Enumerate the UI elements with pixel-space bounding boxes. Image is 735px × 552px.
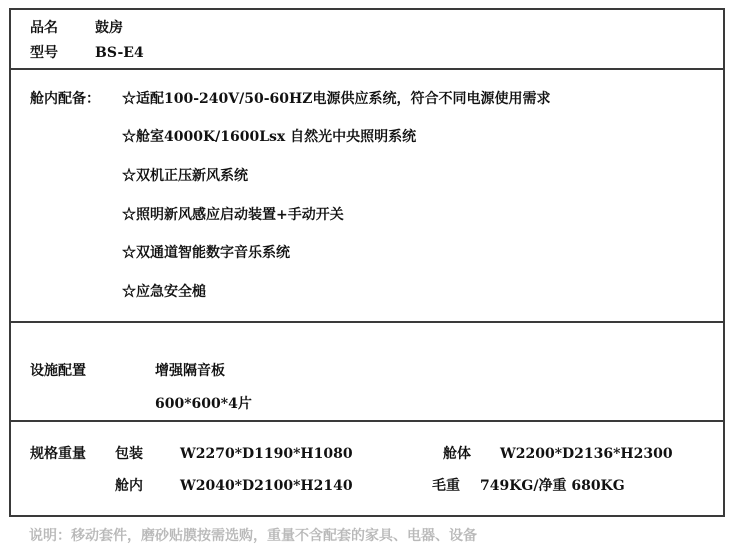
spec-sheet-frame [9,8,725,517]
body-value: W2200*D2136*H2300 [500,446,673,462]
gross-weight-label: 毛重 [432,478,460,494]
cabin-config-item: ☆适配100-240V/50-60HZ电源供应系统，符合不同电源使用需求 [122,91,551,107]
facility-item: 增强隔音板 [155,363,225,379]
body-label: 舱体 [443,446,471,462]
package-label: 包装 [115,446,143,462]
interior-value: W2040*D2100*H2140 [180,478,353,494]
model-value: BS-E4 [95,45,144,61]
gross-weight-value: 749KG/净重 680KG [480,478,625,494]
cabin-config-item: ☆舱室4000K/1600Lsx 自然光中央照明系统 [122,129,417,145]
specs-label: 规格重量 [30,446,86,462]
footer-note: 说明：移动套件，磨砂贴膜按需选购，重量不含配套的家具、电器、设备 [29,528,477,544]
cabin-config-item: ☆双机正压新风系统 [122,168,248,184]
facility-label: 设施配置 [30,363,86,379]
facility-detail: 600*600*4片 [155,396,252,412]
cabin-config-label: 舱内配备： [30,91,100,107]
divider [11,420,723,422]
cabin-config-item: ☆照明新风感应启动装置+手动开关 [122,207,344,223]
product-name-value: 鼓房 [95,20,123,36]
divider [11,68,723,70]
cabin-config-item: ☆双通道智能数字音乐系统 [122,245,290,261]
interior-label: 舱内 [115,478,143,494]
package-value: W2270*D1190*H1080 [180,446,353,462]
model-label: 型号 [30,45,58,61]
divider [11,321,723,323]
product-name-label: 品名 [30,20,58,36]
cabin-config-item: ☆应急安全槌 [122,284,206,300]
